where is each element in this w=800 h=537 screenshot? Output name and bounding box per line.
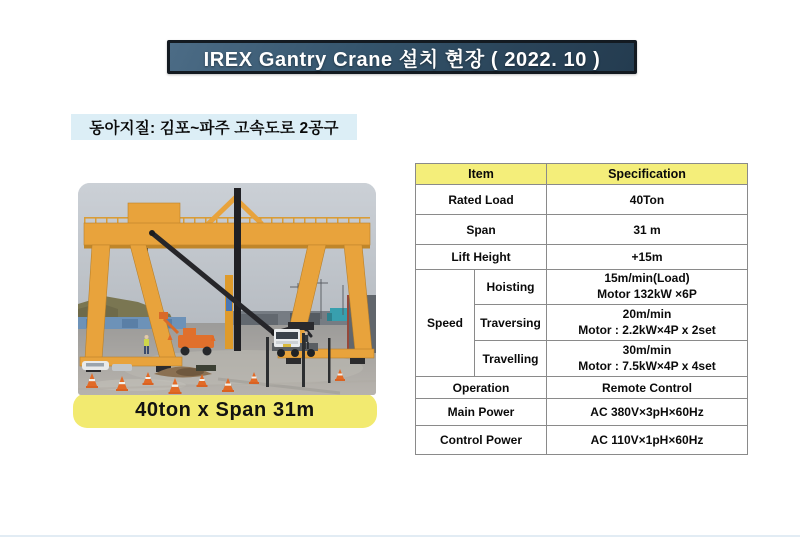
operation-value: Remote Control bbox=[547, 377, 748, 399]
header-item: Item bbox=[416, 164, 547, 185]
hoisting-label: Hoisting bbox=[475, 270, 547, 305]
row-hoisting bbox=[416, 270, 748, 305]
traversing-value bbox=[547, 305, 748, 341]
leader bbox=[225, 275, 233, 349]
row-main-power bbox=[416, 399, 748, 426]
operation-label: Operation bbox=[416, 377, 547, 399]
travelling-value-line1: 30m/min bbox=[622, 342, 672, 357]
lift-height-value: +15m bbox=[547, 245, 748, 270]
lift-height-label: Lift Height bbox=[416, 245, 547, 270]
control-power-label: Control Power bbox=[416, 426, 547, 455]
traversing-label: Traversing bbox=[475, 305, 547, 341]
mast bbox=[234, 188, 241, 351]
rated-load-value: 40Ton bbox=[547, 185, 748, 215]
spec-table bbox=[415, 163, 748, 455]
hoisting-value-line2: Motor 132kW ×6P bbox=[597, 287, 697, 301]
span-value: 31 m bbox=[547, 215, 748, 245]
main-power-label: Main Power bbox=[416, 399, 547, 426]
hoisting-value bbox=[547, 270, 748, 305]
control-power-value: AC 110V×1pH×60Hz bbox=[547, 426, 748, 455]
speed-group-label: Speed bbox=[416, 270, 475, 377]
travelling-value bbox=[547, 341, 748, 377]
travelling-value-line2: Motor : 7.5kW×4P x 4set bbox=[578, 358, 716, 373]
excavator bbox=[330, 308, 347, 321]
row-rated-load bbox=[416, 185, 748, 215]
project-label: 동아지질: 김포~파주 고속도로 2공구 bbox=[71, 114, 357, 140]
spec-header-row bbox=[416, 164, 748, 185]
traversing-value-line1: 20m/min bbox=[622, 306, 672, 321]
hoisting-value-line1: 15m/min(Load) bbox=[604, 271, 690, 286]
row-control-power bbox=[416, 426, 748, 455]
main-power-value: AC 380V×3pH×60Hz bbox=[547, 399, 748, 426]
page-title: IREX Gantry Crane 설치 현장 ( 2022. 10 ) bbox=[203, 48, 601, 71]
header-specification: Specification bbox=[547, 164, 748, 185]
travelling-label: Travelling bbox=[475, 341, 547, 377]
row-lift-height bbox=[416, 245, 748, 270]
title-banner bbox=[167, 40, 637, 74]
site-photo bbox=[78, 183, 376, 395]
traversing-value-line2: Motor : 2.2kW×4P x 2set bbox=[578, 322, 716, 337]
row-span bbox=[416, 215, 748, 245]
photo-caption: 40ton x Span 31m bbox=[73, 393, 377, 428]
rated-load-label: Rated Load bbox=[416, 185, 547, 215]
span-label: Span bbox=[416, 215, 547, 245]
row-operation bbox=[416, 377, 748, 399]
site-photo-illustration bbox=[78, 183, 376, 395]
